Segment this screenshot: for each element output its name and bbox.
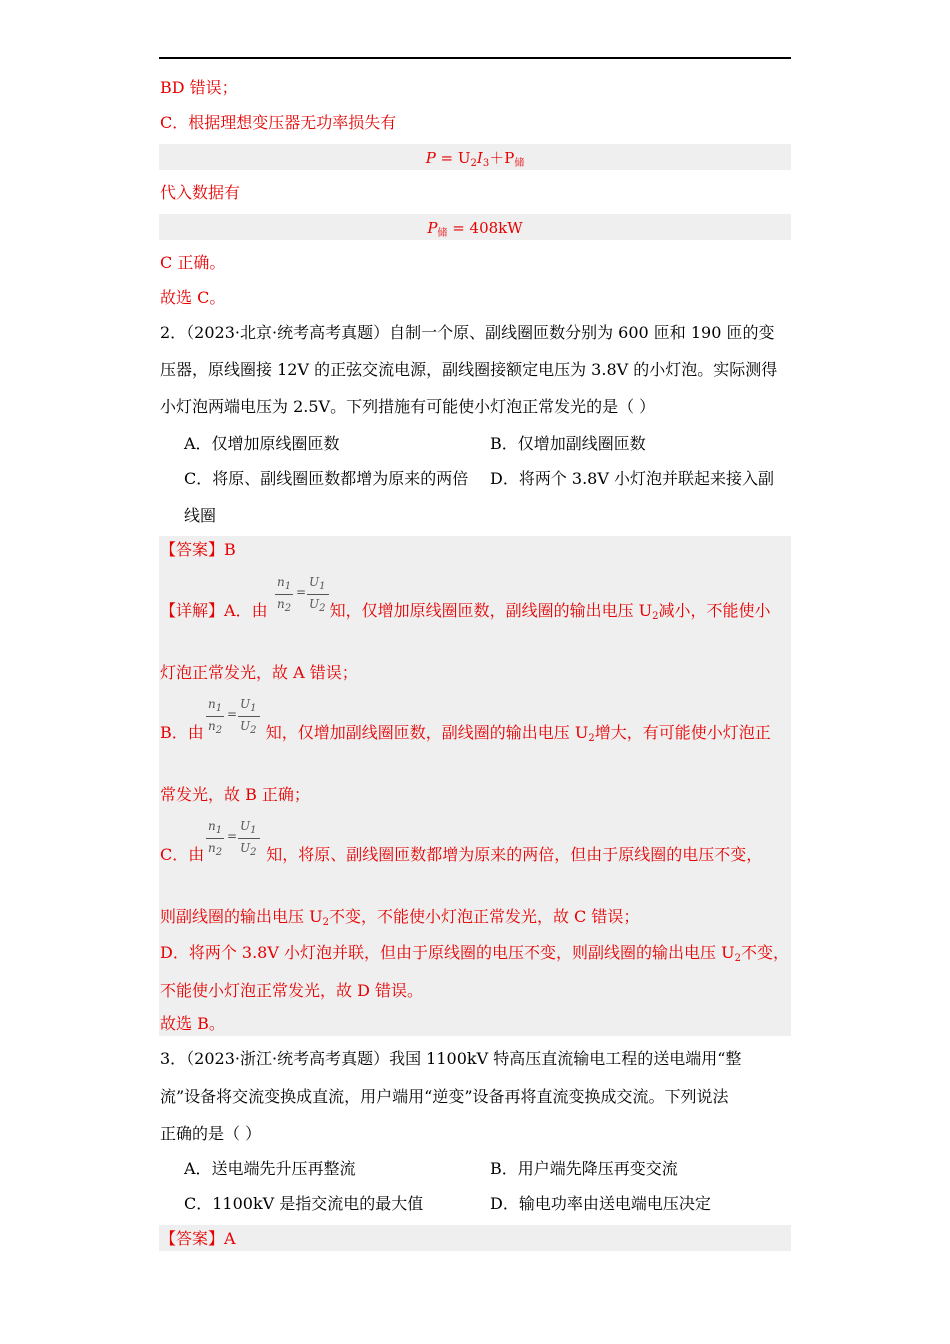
q2-option-c: C．将原、副线圈匝数都增为原来的两倍 [184, 469, 469, 488]
q3-option-a: A．送电端先升压再整流 [184, 1159, 356, 1178]
q2-detail-c-line1: C．由 知，将原、副线圈匝数都增为原来的两倍，但由于原线圈的电压不变， [160, 845, 763, 864]
q2-stem-line3: 小灯泡两端电压为 2.5V。下列措施有可能使小灯泡正常发光的是（ ） [160, 397, 656, 416]
formula-ratio-a: $n_1$ $n_2$ = $U_1$ $U_2$ [275, 575, 331, 619]
q2-conclusion: 故选 B。 [160, 1014, 225, 1033]
formula-ratio-c: $n_1$ $n_2$ = $U_1$ $U_2$ [206, 819, 262, 863]
text-choose-c: 故选 C。 [160, 288, 226, 307]
q2-detail-d-line2: 不能使小灯泡正常发光，故 D 错误。 [160, 981, 424, 1000]
q3-stem-line1: 3．（2023·浙江·统考高考真题）我国 1100kV 特高压直流输电工程的送电端用“整 [160, 1049, 742, 1068]
q2-detail-c-line2: 则副线圈的输出电压 $U_2$不变，不能使小灯泡正常发光，故 C 错误； [160, 907, 640, 928]
q2-detail-a-line1: 【详解】A．由 知，仅增加原线圈匝数，副线圈的输出电压 $U_2$减小，不能使小 [160, 601, 771, 622]
q2-detail-d-line1: D．将两个 3.8V 小灯泡并联，但由于原线圈的电压不变，则副线圈的输出电压 $U_2$不变， [160, 943, 789, 964]
q3-option-d: D．输电功率由送电端电压决定 [490, 1194, 711, 1213]
q3-option-c: C．1100kV 是指交流电的最大值 [184, 1194, 424, 1213]
q2-option-d-cont: 线圈 [184, 506, 217, 525]
text-c-ideal-transformer: C．根据理想变压器无功率损失有 [160, 113, 397, 132]
equation-storage-power: $P_储 = 408kW$ [427, 219, 523, 239]
q2-answer: 【答案】B [160, 540, 236, 559]
q2-detail-b-line2: 常发光，故 B 正确； [160, 785, 310, 804]
q3-option-b: B．用户端先降压再变交流 [490, 1159, 678, 1178]
header-rule [159, 57, 791, 59]
text-bd-wrong: BD 错误； [160, 78, 238, 97]
q3-stem-line3: 正确的是（ ） [160, 1124, 262, 1143]
q2-option-a: A．仅增加原线圈匝数 [184, 434, 340, 453]
q2-stem-line2: 压器，原线圈接 12V 的正弦交流电源，副线圈接额定电压为 3.8V 的小灯泡。实际测得 [160, 360, 778, 379]
formula-ratio-b: $n_1$ $n_2$ = $U_1$ $U_2$ [206, 697, 262, 741]
text-substitute: 代入数据有 [160, 183, 241, 202]
q3-answer: 【答案】A [160, 1229, 236, 1248]
text-c-correct: C 正确。 [160, 253, 226, 272]
q2-stem-line1: 2．（2023·北京·统考高考真题）自制一个原、副线圈匝数分别为 600 匝和 190 匝的变 [160, 323, 775, 342]
equation-power-balance: $P = U_2I_3+P_储$ [425, 149, 525, 169]
q3-answer-band [159, 1225, 791, 1251]
q2-detail-a-line2: 灯泡正常发光，故 A 错误； [160, 663, 358, 682]
q2-detail-b-line1: B．由 知，仅增加副线圈匝数，副线圈的输出电压 $U_2$增大，有可能使小灯泡正 [160, 723, 771, 744]
q2-option-d: D．将两个 3.8V 小灯泡并联起来接入副 [490, 469, 775, 488]
q2-option-b: B．仅增加副线圈匝数 [490, 434, 646, 453]
q3-stem-line2: 流”设备将交流变换成直流，用户端用“逆变”设备再将直流变换成交流。下列说法 [160, 1087, 729, 1106]
